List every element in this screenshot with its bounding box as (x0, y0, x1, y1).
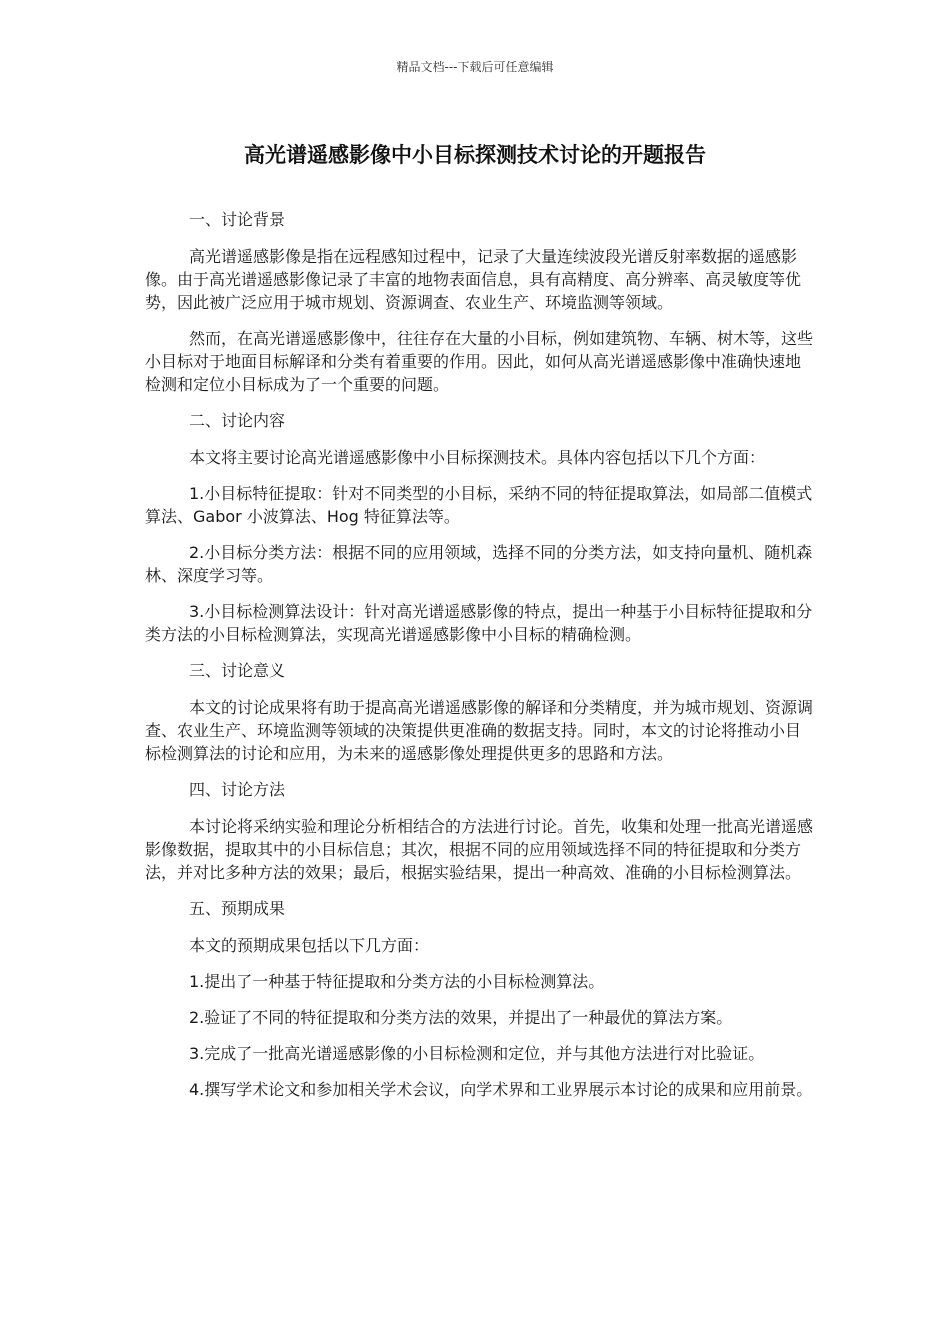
document-body (145, 208, 813, 1114)
section-heading-content: 二、讨论内容 (189, 411, 286, 430)
paragraph-content-intro: 本文将主要讨论高光谱遥感影像中小目标探测技术。具体内容包括以下几个方面： (189, 448, 766, 467)
paragraph-method: 本讨论将采纳实验和理论分析相结合的方法进行讨论。首先，收集和处理一批高光谱遥感影像数据，提取其中的小目标信息；其次，根据不同的应用领域选择不同的特征提取和分类方法，并对比多种方法的效果；最后，根据实验结果，提出一种高效、准确的小目标检测算法。 (145, 817, 814, 882)
section-heading-outcomes: 五、预期成果 (189, 899, 286, 918)
paragraph-significance: 本文的讨论成果将有助于提高高光谱遥感影像的解译和分类精度，并为城市规划、资源调查、农业生产、环境监测等领域的决策提供更准确的数据支持。同时，本文的讨论将推动小目标检测算法的讨论和应用，为未来的遥感影像处理提供更多的思路和方法。 (145, 698, 814, 763)
paragraph-outcomes-intro: 本文的预期成果包括以下几方面： (189, 936, 430, 955)
section-heading-background: 一、讨论背景 (189, 210, 286, 229)
list-item-classification: 2.小目标分类方法：根据不同的应用领域，选择不同的分类方法，如支持向量机、随机森林、深度学习等。 (145, 543, 813, 585)
document-title: 高光谱遥感影像中小目标探测技术讨论的开题报告 (244, 143, 706, 167)
list-item-outcome-2: 2.验证了不同的特征提取和分类方法的效果，并提出了一种最优的算法方案。 (189, 1008, 733, 1027)
list-item-detection-algorithm: 3.小目标检测算法设计：针对高光谱遥感影像的特点，提出一种基于小目标特征提取和分类方法的小目标检测算法，实现高光谱遥感影像中小目标的精确检测。 (145, 602, 813, 644)
list-item-outcome-3: 3.完成了一批高光谱遥感影像的小目标检测和定位，并与其他方法进行对比验证。 (189, 1044, 765, 1063)
paragraph-background-1: 高光谱遥感影像是指在远程感知过程中，记录了大量连续波段光谱反射率数据的遥感影像。由于高光谱遥感影像记录了丰富的地物表面信息，具有高精度、高分辨率、高灵敏度等优势，因此被广泛应用于城市规划、资源调查、农业生产、环境监测等领域。 (145, 247, 802, 312)
page-header: 精品文档---下载后可任意编辑 (396, 60, 554, 74)
paragraph-background-2: 然而，在高光谱遥感影像中，往往存在大量的小目标，例如建筑物、车辆、树木等，这些小目标对于地面目标解译和分类有着重要的作用。因此，如何从高光谱遥感影像中准确快速地检测和定位小目标成为了一个重要的问题。 (145, 329, 814, 394)
list-item-feature-extraction: 1.小目标特征提取：针对不同类型的小目标，采纳不同的特征提取算法，如局部二值模式算法、Gabor 小波算法、Hog 特征算法等。 (145, 484, 813, 526)
list-item-outcome-4: 4.撰写学术论文和参加相关学术会议，向学术界和工业界展示本讨论的成果和应用前景。 (189, 1080, 813, 1099)
section-heading-significance: 三、讨论意义 (189, 661, 286, 680)
section-heading-method: 四、讨论方法 (189, 780, 286, 799)
list-item-outcome-1: 1.提出了一种基于特征提取和分类方法的小目标检测算法。 (189, 972, 605, 991)
